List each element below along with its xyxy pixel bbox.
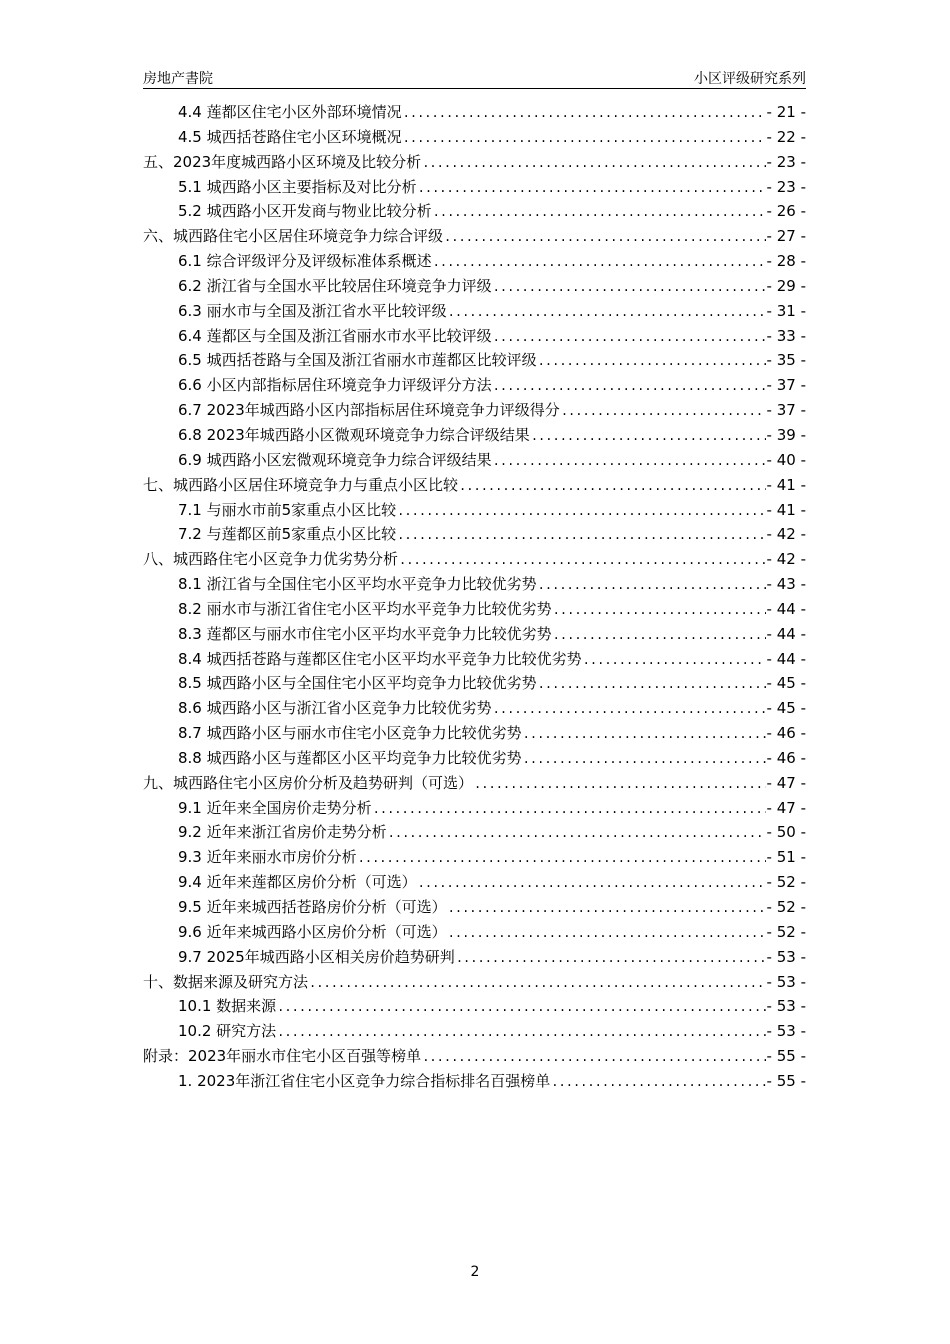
toc-dot-leader <box>583 648 766 673</box>
toc-dot-leader <box>459 474 766 499</box>
toc-section-entry[interactable] <box>143 622 806 647</box>
toc-entry-title: 附录：2023年丽水市住宅小区百强等榜单 <box>143 1047 422 1066</box>
toc-entry-page: - 37 - <box>766 376 806 395</box>
toc-entry-title: 6.3 丽水市与全国及浙江省水平比较评级 <box>178 301 447 320</box>
toc-dot-leader <box>493 325 766 350</box>
toc-chapter-entry[interactable] <box>143 970 806 995</box>
toc-section-entry[interactable] <box>143 994 806 1019</box>
toc-section-entry[interactable] <box>143 746 806 771</box>
toc-entry-page: - 47 - <box>766 773 806 792</box>
toc-entry-page: - 43 - <box>766 575 806 594</box>
toc-entry-title: 5.2 城西路小区开发商与物业比较分析 <box>178 202 432 221</box>
toc-section-entry[interactable] <box>143 597 806 622</box>
toc-chapter-entry[interactable] <box>143 771 806 796</box>
toc-entry-page: - 45 - <box>766 699 806 718</box>
header-series-title: 小区评级研究系列 <box>694 71 806 87</box>
toc-entry-title: 7.2 与莲都区前5家重点小区比较 <box>178 525 397 544</box>
toc-entry-page: - 55 - <box>766 1047 806 1066</box>
toc-entry-page: - 53 - <box>766 947 806 966</box>
toc-entry-page: - 45 - <box>766 674 806 693</box>
toc-entry-page: - 40 - <box>766 450 806 469</box>
toc-entry-title: 8.3 莲都区与丽水市住宅小区平均水平竞争力比较优劣势 <box>178 624 552 643</box>
toc-entry-title: 10.2 研究方法 <box>178 1022 277 1041</box>
toc-entry-page: - 50 - <box>766 823 806 842</box>
toc-dot-leader <box>403 126 766 151</box>
toc-section-entry[interactable] <box>143 373 806 398</box>
toc-entry-page: - 55 - <box>766 1071 806 1090</box>
toc-entry-title: 6.4 莲都区与全国及浙江省丽水市水平比较评级 <box>178 326 492 345</box>
toc-dot-leader <box>538 573 766 598</box>
toc-dot-leader <box>456 946 766 971</box>
toc-section-entry[interactable] <box>143 796 806 821</box>
toc-dot-leader <box>277 995 765 1020</box>
toc-entry-title: 10.1 数据来源 <box>178 997 277 1016</box>
toc-entry-page: - 28 - <box>766 252 806 271</box>
toc-entry-title: 9.2 近年来浙江省房价走势分析 <box>178 823 387 842</box>
toc-section-entry[interactable] <box>143 348 806 373</box>
toc-dot-leader <box>309 971 766 996</box>
toc-entry-title: 6.6 小区内部指标居住环境竞争力评级评分方法 <box>178 376 492 395</box>
toc-dot-leader <box>397 499 765 524</box>
toc-section-entry[interactable] <box>143 945 806 970</box>
toc-entry-title: 4.4 莲都区住宅小区外部环境情况 <box>178 103 402 121</box>
toc-entry-page: - 44 - <box>766 649 806 668</box>
toc-chapter-entry[interactable] <box>143 224 806 249</box>
toc-entry-page: - 44 - <box>766 599 806 618</box>
toc-dot-leader <box>358 846 766 871</box>
toc-dot-leader <box>433 250 766 275</box>
toc-dot-leader <box>493 374 766 399</box>
page-number: 2 <box>470 1264 480 1280</box>
toc-dot-leader <box>448 896 766 921</box>
toc-dot-leader <box>523 747 766 772</box>
toc-dot-leader <box>493 449 766 474</box>
toc-entry-title: 8.2 丽水市与浙江省住宅小区平均水平竞争力比较优劣势 <box>178 599 552 618</box>
toc-chapter-entry[interactable] <box>143 1044 806 1069</box>
toc-entry-page: - 33 - <box>766 326 806 345</box>
page-header <box>143 66 806 89</box>
toc-entry-title: 9.1 近年来全国房价走势分析 <box>178 798 372 817</box>
toc-entry-page: - 46 - <box>766 724 806 743</box>
toc-dot-leader <box>531 424 766 449</box>
toc-entry-page: - 42 - <box>766 525 806 544</box>
toc-entry-title: 6.7 2023年城西路小区内部指标居住环境竞争力评级得分 <box>178 401 560 420</box>
toc-section-entry[interactable] <box>143 895 806 920</box>
toc-dot-leader <box>422 1045 765 1070</box>
toc-section-entry[interactable] <box>143 1019 806 1044</box>
table-of-contents <box>143 100 806 1094</box>
header-publisher: 房地产書院 <box>143 71 213 87</box>
toc-entry-page: - 44 - <box>766 624 806 643</box>
toc-dot-leader <box>538 672 766 697</box>
toc-entry-page: - 52 - <box>766 873 806 892</box>
toc-entry-page: - 53 - <box>766 972 806 991</box>
toc-dot-leader <box>493 275 766 300</box>
toc-entry-page: - 41 - <box>766 500 806 519</box>
toc-chapter-entry[interactable] <box>143 473 806 498</box>
toc-dot-leader <box>418 871 766 896</box>
toc-dot-leader <box>277 1020 765 1045</box>
toc-section-entry[interactable] <box>143 572 806 597</box>
toc-entry-page: - 31 - <box>766 301 806 320</box>
toc-dot-leader <box>373 797 766 822</box>
toc-dot-leader <box>418 176 766 201</box>
toc-dot-leader <box>433 200 766 225</box>
toc-section-entry[interactable] <box>143 522 806 547</box>
toc-entry-title: 8.1 浙江省与全国住宅小区平均水平竞争力比较优劣势 <box>178 575 537 594</box>
toc-entry-page: - 21 - <box>766 103 806 121</box>
toc-entry-page: - 42 - <box>766 550 806 569</box>
toc-entry-page: - 53 - <box>766 997 806 1016</box>
toc-entry-page: - 27 - <box>766 227 806 246</box>
toc-entry-page: - 23 - <box>766 177 806 196</box>
toc-entry-page: - 22 - <box>766 127 806 146</box>
toc-section-entry[interactable] <box>143 721 806 746</box>
toc-entry-page: - 23 - <box>766 152 806 171</box>
toc-entry-title: 4.5 城西括苍路住宅小区环境概况 <box>178 127 402 146</box>
toc-dot-leader <box>553 598 766 623</box>
toc-entry-title: 9.6 近年来城西路小区房价分析（可选） <box>178 922 447 941</box>
toc-entry-page: - 46 - <box>766 748 806 767</box>
toc-section-entry[interactable] <box>143 324 806 349</box>
toc-entry-title: 9.3 近年来丽水市房价分析 <box>178 848 357 867</box>
toc-entry-title: 6.9 城西路小区宏微观环境竞争力综合评级结果 <box>178 450 492 469</box>
toc-entry-title: 8.6 城西路小区与浙江省小区竞争力比较优劣势 <box>178 699 492 718</box>
toc-entry-page: - 37 - <box>766 401 806 420</box>
toc-entry-title: 9.7 2025年城西路小区相关房价趋势研判 <box>178 947 455 966</box>
toc-dot-leader <box>422 151 765 176</box>
toc-dot-leader <box>474 772 766 797</box>
toc-entry-title: 八、城西路住宅小区竞争力优劣势分析 <box>143 550 399 569</box>
toc-section-entry[interactable] <box>143 498 806 523</box>
toc-entry-page: - 51 - <box>766 848 806 867</box>
toc-dot-leader <box>561 399 766 424</box>
toc-entry-page: - 29 - <box>766 276 806 295</box>
toc-dot-leader <box>493 697 766 722</box>
toc-entry-page: - 26 - <box>766 202 806 221</box>
toc-section-entry[interactable] <box>143 199 806 224</box>
toc-section-entry[interactable] <box>143 870 806 895</box>
toc-section-entry[interactable] <box>143 1069 806 1094</box>
toc-entry-title: 8.4 城西括苍路与莲都区住宅小区平均水平竞争力比较优劣势 <box>178 649 582 668</box>
toc-dot-leader <box>448 300 766 325</box>
toc-section-entry[interactable] <box>143 920 806 945</box>
toc-entry-title: 6.8 2023年城西路小区微观环境竞争力综合评级结果 <box>178 425 530 444</box>
toc-entry-title: 十、数据来源及研究方法 <box>143 972 309 991</box>
toc-dot-leader <box>403 101 766 126</box>
toc-entry-title: 九、城西路住宅小区房价分析及趋势研判（可选） <box>143 773 474 792</box>
toc-dot-leader <box>397 523 765 548</box>
toc-dot-leader <box>551 1070 765 1095</box>
toc-entry-page: - 39 - <box>766 425 806 444</box>
toc-entry-title: 9.5 近年来城西括苍路房价分析（可选） <box>178 898 447 916</box>
toc-entry-title: 7.1 与丽水市前5家重点小区比较 <box>178 500 397 519</box>
toc-section-entry[interactable] <box>143 448 806 473</box>
toc-section-entry[interactable] <box>143 671 806 696</box>
toc-entry-page: - 35 - <box>766 351 806 370</box>
toc-entry-page: - 52 - <box>766 898 806 916</box>
toc-dot-leader <box>444 225 766 250</box>
toc-section-entry[interactable] <box>143 125 806 150</box>
toc-dot-leader <box>388 821 766 846</box>
toc-section-entry[interactable] <box>143 274 806 299</box>
toc-chapter-entry[interactable] <box>143 547 806 572</box>
toc-section-entry[interactable] <box>143 175 806 200</box>
toc-section-entry[interactable] <box>143 398 806 423</box>
toc-entry-title: 8.8 城西路小区与莲都区小区平均竞争力比较优劣势 <box>178 748 522 767</box>
toc-entry-title: 1. 2023年浙江省住宅小区竞争力综合指标排名百强榜单 <box>178 1071 551 1090</box>
toc-entry-page: - 47 - <box>766 798 806 817</box>
toc-entry-page: - 41 - <box>766 475 806 494</box>
toc-section-entry[interactable] <box>143 820 806 845</box>
toc-dot-leader <box>523 722 766 747</box>
toc-chapter-entry[interactable] <box>143 150 806 175</box>
toc-entry-title: 六、城西路住宅小区居住环境竞争力综合评级 <box>143 227 444 246</box>
toc-entry-title: 七、城西路小区居住环境竞争力与重点小区比较 <box>143 475 459 494</box>
toc-entry-title: 6.1 综合评级评分及评级标准体系概述 <box>178 252 432 271</box>
toc-section-entry[interactable] <box>143 647 806 672</box>
toc-section-entry[interactable] <box>143 845 806 870</box>
toc-section-entry[interactable] <box>143 299 806 324</box>
toc-entry-title: 9.4 近年来莲都区房价分析（可选） <box>178 873 417 892</box>
toc-entry-title: 5.1 城西路小区主要指标及对比分析 <box>178 177 417 196</box>
toc-section-entry[interactable] <box>143 100 806 125</box>
toc-dot-leader <box>553 623 766 648</box>
toc-entry-title: 8.5 城西路小区与全国住宅小区平均竞争力比较优劣势 <box>178 674 537 693</box>
toc-entry-title: 6.5 城西括苍路与全国及浙江省丽水市莲都区比较评级 <box>178 351 537 370</box>
toc-section-entry[interactable] <box>143 249 806 274</box>
toc-section-entry[interactable] <box>143 423 806 448</box>
toc-entry-title: 五、2023年度城西路小区环境及比较分析 <box>143 152 422 171</box>
toc-dot-leader <box>399 548 766 573</box>
toc-entry-page: - 53 - <box>766 1022 806 1041</box>
toc-entry-title: 6.2 浙江省与全国水平比较居住环境竞争力评级 <box>178 276 492 295</box>
toc-section-entry[interactable] <box>143 696 806 721</box>
toc-entry-page: - 52 - <box>766 922 806 941</box>
toc-entry-title: 8.7 城西路小区与丽水市住宅小区竞争力比较优劣势 <box>178 724 522 743</box>
toc-dot-leader <box>448 921 766 946</box>
toc-dot-leader <box>538 349 766 374</box>
